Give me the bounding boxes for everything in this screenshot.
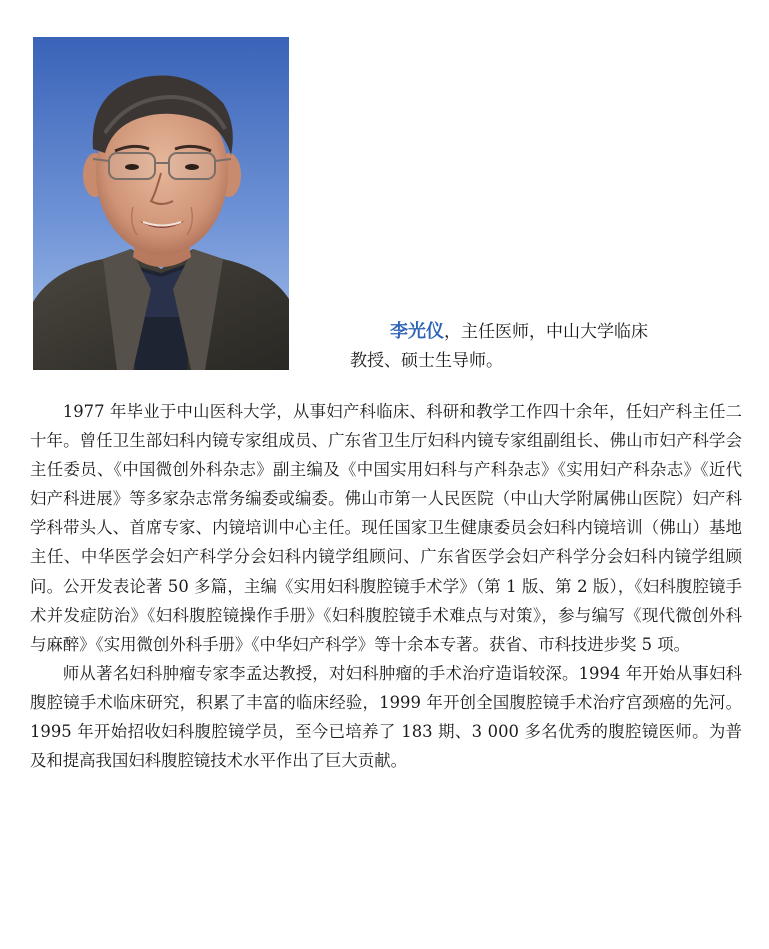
- biography: [30, 397, 742, 775]
- bio-paragraph-1: 1977 年毕业于中山医科大学，从事妇产科临床、科研和教学工作四十余年，任妇产科主任二十年。曾任卫生部妇科内镜专家组成员、广东省卫生厅妇科内镜专家组副组长、佛山市妇产科学会主任委员、《中国微创外科杂志》副主编及《中国实用妇科与产科杂志》《实用妇产科杂志》《近代妇产科进展》等多家杂志常务编委或编委。佛山市第一人民医院（中山大学附属佛山医院）妇产科学科带头人、首席专家、内镜培训中心主任。现任国家卫生健康委员会妇科内镜培训（佛山）基地主任、中华医学会妇产科学分会妇科内镜学组顾问、广东省医学会妇产科学分会妇科内镜学组顾问。公开发表论著 50 多篇，主编《实用妇科腹腔镜手术学》（第 1 版、第 2 版），《妇科腹腔镜手术并发症防治》《妇科腹腔镜操作手册》《妇科腹腔镜手术难点与对策》，参与编写《现代微创外科与麻醉》《实用微创外科手册》《中华妇产科学》等十余本专著。获省、市科技进步奖 5 项。: [30, 402, 742, 654]
- person-name: 李光仪: [390, 321, 444, 342]
- portrait-illustration: [33, 37, 289, 370]
- person-title-part-2: 教授、硕士生导师。: [350, 351, 503, 371]
- caption-line-1: [350, 317, 740, 347]
- profile-caption: [350, 317, 740, 376]
- bio-paragraph-2: 师从著名妇科肿瘤专家李孟达教授，对妇科肿瘤的手术治疗造诣较深。1994 年开始从事妇科腹腔镜手术临床研究，积累了丰富的临床经验，1999 年开创全国腹腔镜手术治疗宫颈癌的先河。1995 年开始招收妇科腹腔镜学员，至今已培养了 183 期、3 000 多名优秀的腹腔镜医师。为普及和提高我国妇科腹腔镜技术水平作出了巨大贡献。: [30, 663, 742, 771]
- person-title-part-1: ，主任医师，中山大学临床: [444, 322, 648, 342]
- portrait-photo: [33, 37, 289, 370]
